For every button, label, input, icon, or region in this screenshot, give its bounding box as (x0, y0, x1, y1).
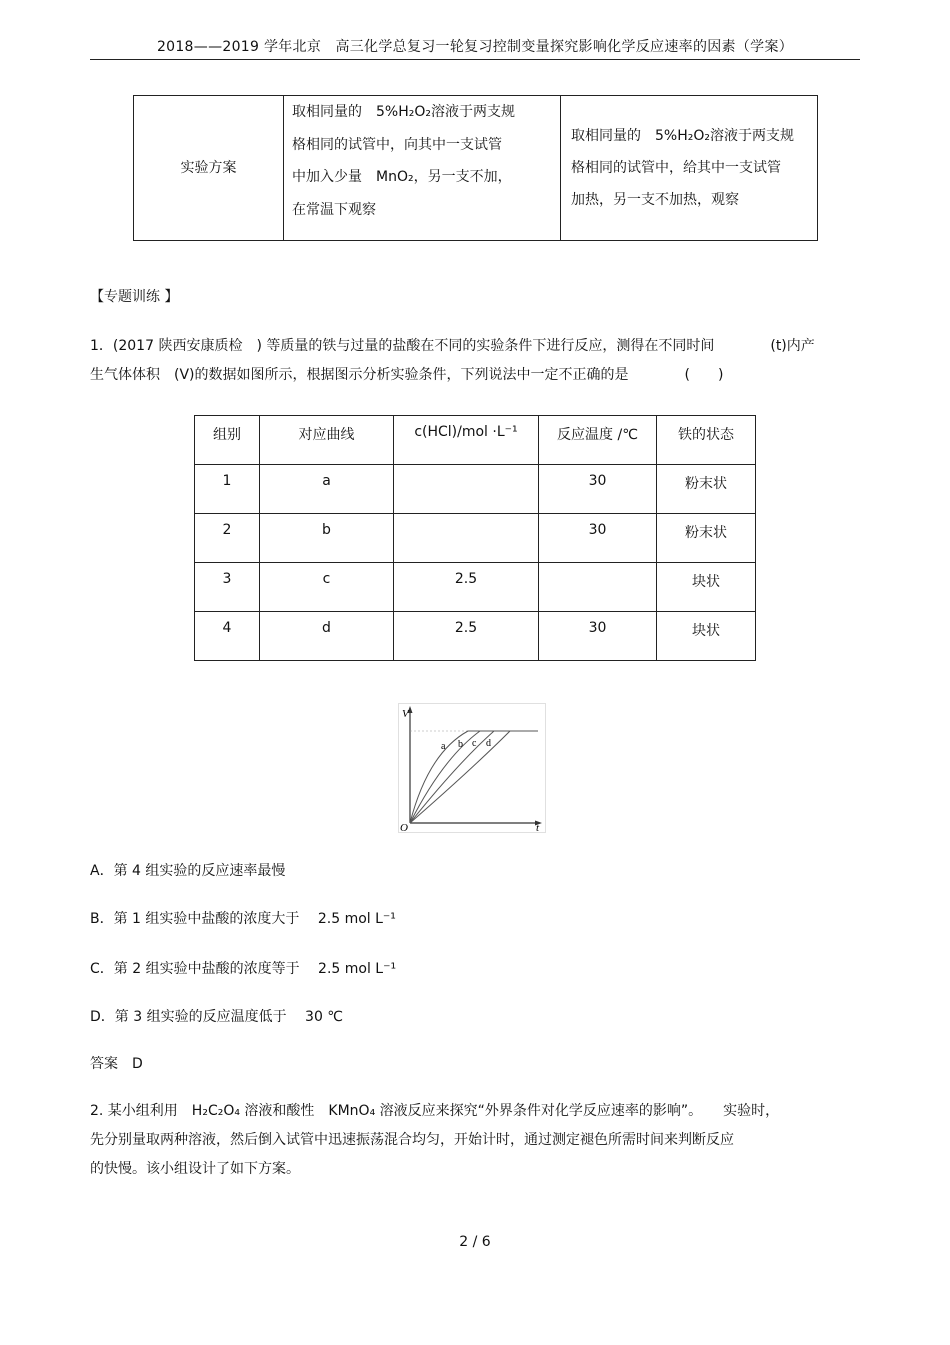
table-cell: b (260, 514, 394, 563)
header-cell: 铁的状态 (657, 416, 756, 465)
header-cell: 对应曲线 (260, 416, 394, 465)
question-2-line: 2. 某小组利用 H₂C₂O₄ 溶液和酸性 KMnO₄ 溶液反应来探究“外界条件对化学反应速率的影响”。 实验时， (90, 1103, 780, 1119)
table-cell: 2 (195, 514, 260, 563)
header-divider (90, 59, 860, 60)
page-header: 2018——2019 学年北京 高三化学总复习一轮复习控制变量探究影响化学反应速率的因素（学案） (156, 39, 794, 55)
table-cell: 30 (539, 612, 657, 661)
table-row (195, 612, 756, 661)
table-row (195, 514, 756, 563)
table-cell: 4 (195, 612, 260, 661)
plan-col2-line: 取相同量的 5%H₂O₂溶液于两支规 (571, 128, 794, 144)
answer: 答案 D (90, 1056, 143, 1072)
table-cell: 块状 (657, 563, 756, 612)
table-cell: 30 (539, 465, 657, 514)
plan-col1-line: 格相同的试管中，向其中一支试管 (292, 136, 502, 153)
x-axis-label: t (536, 822, 540, 833)
table-cell (539, 563, 657, 612)
question-1-line: 1．(2017 陕西安康质检 ) 等质量的铁与过量的盐酸在不同的实验条件下进行反应，测得在不同时间 (t)内产 (90, 338, 815, 354)
question-2-line: 的快慢。该小组设计了如下方案。 (90, 1161, 300, 1177)
question-1-line: 生气体体积 (V)的数据如图所示，根据图示分析实验条件，下列说法中一定不正确的是 ( ) (90, 367, 724, 383)
table-cell (394, 465, 539, 514)
plan-col2-line: 格相同的试管中，给其中一支试管 (571, 160, 781, 176)
curve-label: b (458, 739, 463, 750)
plan-col1-line: 取相同量的 5%H₂O₂溶液于两支规 (292, 104, 515, 120)
table-cell: 1 (195, 465, 260, 514)
table-header-row (195, 416, 756, 465)
y-axis-label: V (402, 708, 409, 720)
option-c: C．第 2 组实验中盐酸的浓度等于 2.5 mol L⁻¹ (90, 961, 397, 977)
table-cell: c (260, 563, 394, 612)
plan-label: 实验方案 (134, 96, 284, 241)
question-2-line: 先分别量取两种溶液，然后倒入试管中迅速振荡混合均匀，开始计时，通过测定褪色所需时间来判断反应 (90, 1132, 734, 1148)
table-cell: 30 (539, 514, 657, 563)
curve-label: a (441, 741, 446, 752)
page-number: 2 / 6 (459, 1234, 491, 1250)
table-cell: 块状 (657, 612, 756, 661)
plan-col1-line: 在常温下观察 (292, 201, 376, 218)
table-cell: d (260, 612, 394, 661)
question-2 (90, 1097, 860, 1184)
option-b: B．第 1 组实验中盐酸的浓度大于 2.5 mol L⁻¹ (90, 911, 396, 927)
table-cell: 2.5 (394, 612, 539, 661)
plan-col1-line: 中加入少量 MnO₂，另一支不加， (292, 169, 512, 185)
question-1 (90, 332, 860, 390)
table-cell: 粉末状 (657, 465, 756, 514)
table-row (195, 465, 756, 514)
header-cell: 反应温度 /℃ (539, 416, 657, 465)
option-d: D．第 3 组实验的反应温度低于 30 ℃ (90, 1009, 344, 1025)
table-row (195, 563, 756, 612)
header-cell: c(HCl)/mol ·L⁻¹ (394, 416, 539, 465)
table-cell: 3 (195, 563, 260, 612)
origin-label: O (400, 822, 408, 833)
section-title: 【专题训练 】 (90, 289, 179, 305)
table-row (134, 96, 818, 241)
volume-time-graph (398, 703, 546, 833)
plan-col2 (561, 96, 818, 241)
data-table (194, 415, 756, 661)
experiment-plan-table (133, 95, 818, 241)
header-cell: 组别 (195, 416, 260, 465)
plan-col2-line: 加热，另一支不加热，观察 (571, 192, 739, 208)
option-a: A．第 4 组实验的反应速率最慢 (90, 863, 286, 879)
table-cell (394, 514, 539, 563)
curve-label: c (472, 738, 477, 749)
plan-col1 (284, 96, 561, 241)
table-cell: a (260, 465, 394, 514)
curve-label: d (486, 738, 491, 749)
table-cell: 2.5 (394, 563, 539, 612)
table-cell: 粉末状 (657, 514, 756, 563)
